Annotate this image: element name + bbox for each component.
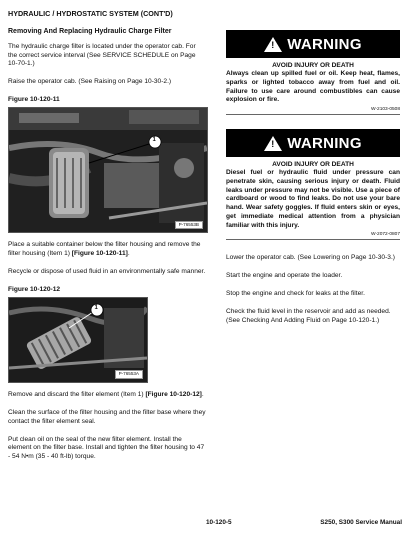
warning-triangle-icon: ! bbox=[264, 136, 282, 151]
warning-bar bbox=[226, 129, 400, 157]
figure-label-12: Figure 10-120-12 bbox=[8, 285, 61, 293]
text-span: . bbox=[127, 250, 130, 258]
warning-text: Always clean up spilled fuel or oil. Keep heat, flames, sparks or lighted tobacco away from fuel and oil. Failure to use care around combustibles can cause explosion or fire. bbox=[226, 70, 400, 104]
figure-reference: [Figure 10-120-12] bbox=[145, 390, 202, 398]
warning-triangle-icon: ! bbox=[264, 37, 282, 52]
warning-heading: AVOID INJURY OR DEATH bbox=[272, 62, 354, 69]
warning-code: W-2072-0807 bbox=[226, 232, 400, 240]
warning-bar bbox=[226, 30, 400, 58]
figure-photo-11 bbox=[8, 107, 208, 233]
text-span: Place a suitable container below the filter housing and remove the filter housing (Item 1) bbox=[8, 241, 201, 258]
figure-label-11: Figure 10-120-11 bbox=[8, 96, 60, 104]
callout-1: 1 bbox=[94, 304, 98, 311]
paragraph-remove-housing bbox=[8, 241, 206, 259]
paragraph-check-leaks: Stop the engine and check for leaks at the filter. bbox=[226, 290, 365, 298]
procedure-heading: Removing And Replacing Hydraulic Charge Filter bbox=[8, 27, 172, 35]
photo-id: P-76553A bbox=[115, 370, 143, 379]
text-span: . bbox=[201, 390, 204, 398]
paragraph-start-engine: Start the engine and operate the loader. bbox=[226, 272, 343, 280]
warning-title: WARNING bbox=[287, 134, 362, 152]
warning-text: Diesel fuel or hydraulic fluid under pressure can penetrate skin, causing serious injury or death. Fluid leaks under pressure may not be visible. Use a piece of cardboard or wood to find leaks. Do not use your bare hand. Wear safety goggles. If fluid enters skin or eyes, get immediate medical attention from a physician familiar with this injury. bbox=[226, 169, 400, 229]
text-span: Remove and discard the filter element (Item 1) bbox=[8, 390, 146, 398]
figure-reference: [Figure 10-120-11] bbox=[71, 250, 128, 258]
paragraph-clean-surface: Clean the surface of the filter housing and the filter base where they contact the filter element seal. bbox=[8, 408, 206, 425]
section-header: HYDRAULIC / HYDROSTATIC SYSTEM (CONT'D) bbox=[8, 9, 173, 18]
paragraph-remove-element bbox=[8, 391, 206, 400]
left-column bbox=[8, 10, 206, 471]
figure-photo-12 bbox=[8, 297, 148, 383]
photo-id: P-76553B bbox=[175, 221, 203, 230]
right-column bbox=[226, 30, 400, 335]
paragraph-check-fluid: Check the fluid level in the reservoir and add as needed. (See Checking And Adding Fluid on Page 10-120-1.) bbox=[226, 308, 391, 324]
paragraph-install-element: Put clean oil on the seal of the new filter element. Install the element on the filter base. Install and tighten the filter housing to 47 - 54 N•m (35 - 40 ft-lb) torque. bbox=[8, 435, 205, 461]
warning-code: W-2103-0508 bbox=[226, 107, 400, 115]
paragraph-location: The hydraulic charge filter is located under the operator cab. For the correct service interval (See SERVICE SCHEDULE on Page 10-70-1.) bbox=[8, 42, 196, 68]
warning-box bbox=[226, 30, 400, 115]
page-number: 10-120-5 bbox=[206, 519, 232, 526]
paragraph-lower-cab: Lower the operator cab. (See Lowering on Page 10-30-3.) bbox=[226, 254, 395, 262]
warning-heading: AVOID INJURY OR DEATH bbox=[272, 161, 354, 169]
paragraph-recycle: Recycle or dispose of used fluid in an environmentally safe manner. bbox=[8, 267, 206, 275]
warning-box bbox=[226, 129, 400, 240]
warning-title: WARNING bbox=[287, 35, 362, 53]
paragraph-raise-cab: Raise the operator cab. (See Raising on Page 10-30-2.) bbox=[8, 78, 172, 86]
callout-1: 1 bbox=[152, 137, 156, 144]
manual-title: S250, S300 Service Manual bbox=[320, 519, 402, 526]
